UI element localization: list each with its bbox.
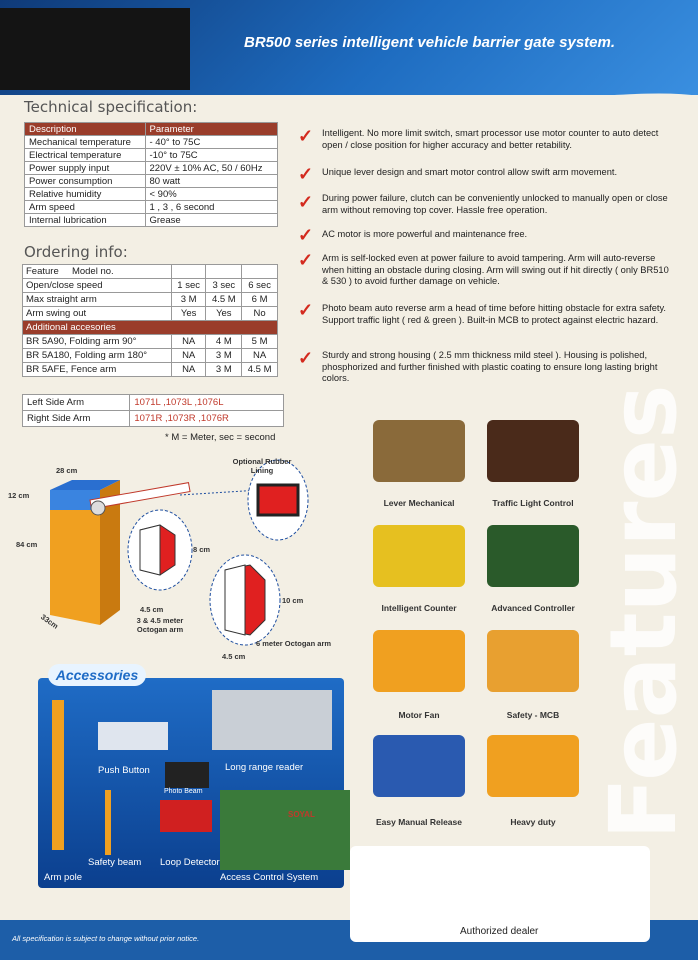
tile-counter <box>373 525 465 587</box>
controller-image <box>220 790 350 870</box>
logo-block <box>0 8 190 90</box>
check-icon: ✓ <box>298 250 314 270</box>
loop-label: Loop Detector <box>160 857 220 868</box>
photo-beam-image <box>165 762 209 788</box>
check-icon: ✓ <box>298 192 314 212</box>
dim-33: 33cm <box>39 612 61 631</box>
feature-text: Intelligent. No more limit switch, smart processor use motor counter to auto detect open / close position for higher accuracy and better retability. <box>322 128 659 150</box>
dealer-label: Authorized dealer <box>460 926 539 937</box>
oct2-width: 4.5 cm <box>222 652 246 661</box>
push-label: Push Button <box>98 765 150 776</box>
tile-label: Motor Fan <box>398 710 440 720</box>
tile-label: Intelligent Counter <box>381 603 457 613</box>
disclaimer: All specification is subject to change without prior notice. <box>12 934 200 943</box>
photo-label: Photo Beam <box>164 788 203 795</box>
feature-text: During power failure, clutch can be conveniently unlocked to manually open or close arm without removing top cover. Hassle free operation. <box>322 193 668 215</box>
oct1-width: 4.5 cm <box>140 605 164 614</box>
feature-text: AC motor is more powerful and maintenance free. <box>322 229 528 239</box>
oct1-height: 8 cm <box>193 545 211 554</box>
ordering-table: Feature Model no. Open/close speed 1 sec 3 sec 6 sec Max straight arm 3 M 4.5 M 6 M Arm swing out Yes Yes No Additional accesories BR 5A90, Folding arm 90° NA 4 M 5 M BR 5A180, Folding arm 180° NA 3 M NA BR 5AFE, Fence arm NA 3 M 4.5 M <box>22 264 278 377</box>
tile-heavy <box>487 735 579 797</box>
push-button-image <box>98 722 168 750</box>
feature-text: Arm is self-locked even at power failure to avoid tampering. Arm will auto-reverse when hitting an obstacle during closing. Arm will swing out if hit directly ( only BR510 & 530 ) to avoid further damage on vehicle. <box>322 253 669 286</box>
check-icon: ✓ <box>298 164 314 184</box>
access-label: Access Control System <box>220 872 319 883</box>
arms-table: Left Side Arm 1071L ,1073L ,1076L Right Side Arm 1071R ,1073R ,1076R <box>22 394 284 427</box>
check-icon: ✓ <box>298 126 314 146</box>
tile-label: Advanced Controller <box>491 603 575 613</box>
tile-traffic <box>487 420 579 482</box>
lining-label: Optional Rubber Lining <box>232 457 292 475</box>
check-icon: ✓ <box>298 300 314 320</box>
safety-label: Safety beam <box>88 857 142 868</box>
dim-width: 28 cm <box>56 466 78 475</box>
ordering-title: Ordering info: <box>24 243 128 261</box>
reader-image <box>212 690 332 750</box>
features-watermark: Features <box>590 384 697 840</box>
dim-84: 84 cm <box>16 540 38 549</box>
oct2-label: 6 meter Octogan arm <box>256 639 332 648</box>
tile-label: Easy Manual Release <box>376 817 462 827</box>
accessories-title: Accessories <box>48 664 146 686</box>
tile-label: Heavy duty <box>510 817 556 827</box>
tech-title: Technical specification: <box>24 98 198 116</box>
feature-text: Unique lever design and smart motor control allow swift arm movement. <box>322 167 618 177</box>
safety-beam-image <box>105 790 111 855</box>
check-icon: ✓ <box>298 348 314 368</box>
tile-label: Safety - MCB <box>506 710 560 720</box>
photo-beam-units <box>160 800 212 832</box>
page-title: BR500 series intelligent vehicle barrier gate system. <box>244 34 616 51</box>
pole-label: Arm pole <box>44 872 83 883</box>
tile-lever <box>373 420 465 482</box>
reader-label: Long range reader <box>225 762 304 773</box>
soyal-label: SOYAL <box>288 810 315 819</box>
oct1-label: 3 & 4.5 meter Octogan arm <box>136 616 184 634</box>
tech-table: Description Parameter Mechanical temperature - 40° to 75C Electrical temperature -10° to 75C Power supply input 220V ± 10% AC, 50 / 60Hz Power consumption 80 watt Relative humidity < 90% Arm speed 1 , 3 , 6 second Internal lubrication Grease <box>24 122 278 227</box>
arm-pole-image <box>52 700 64 850</box>
rubber-lining <box>258 485 298 515</box>
tile-label: Lever Mechanical <box>383 498 455 508</box>
check-icon: ✓ <box>298 225 314 245</box>
tile-mcb <box>487 630 579 692</box>
feature-text: Photo beam auto reverse arm a head of time before hitting obstacle for extra safety. Support traffic light ( red & green ). Built-in MCB to protect against electric hazard. <box>322 303 666 325</box>
tile-release <box>373 735 465 797</box>
arm-pivot <box>91 501 105 515</box>
dim-12: 12 cm <box>8 491 30 500</box>
units-note: * M = Meter, sec = second <box>165 432 276 443</box>
tile-fan <box>373 630 465 692</box>
tile-label: Traffic Light Control <box>492 498 574 508</box>
oct2-height: 10 cm <box>282 596 304 605</box>
tile-controller <box>487 525 579 587</box>
feature-text: Sturdy and strong housing ( 2.5 mm thickness mild steel ). Housing is polished, phosphorized and further finished with plastic coating to ensure long lasting bright colors. <box>322 350 658 383</box>
